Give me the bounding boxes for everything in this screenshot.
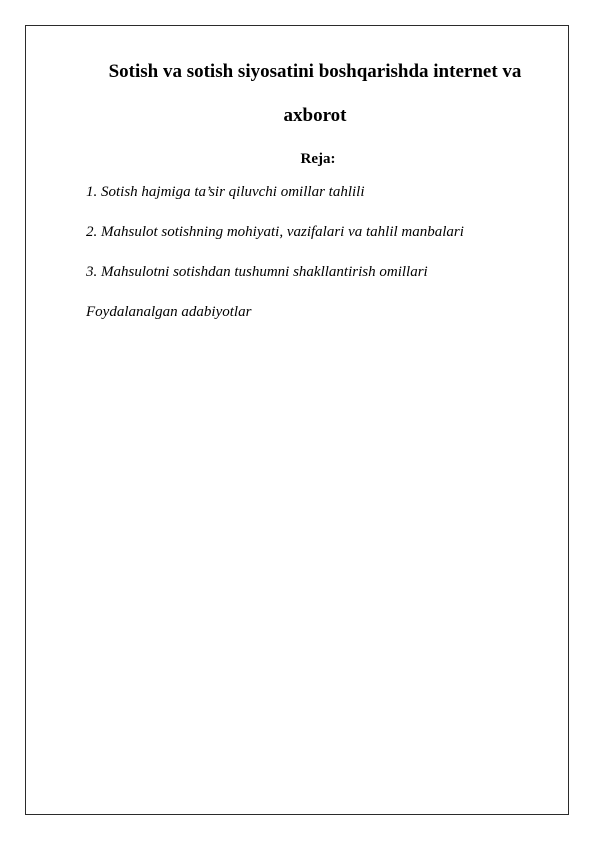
plan-item-3: 3. Mahsulotni sotishdan tushumni shakllantirish omillari xyxy=(86,264,428,280)
plan-heading: Reja: xyxy=(300,151,336,167)
page-border xyxy=(25,25,569,815)
plan-item-references: Foydalanalgan adabiyotlar xyxy=(86,304,252,320)
plan-item-2: 2. Mahsulot sotishning mohiyati, vazifalari va tahlil manbalari xyxy=(86,224,464,240)
plan-item-1: 1. Sotish hajmiga ta’sir qiluvchi omillar tahlili xyxy=(86,184,365,200)
document-title-line-2: axborot xyxy=(283,105,347,126)
document-title-line-1: Sotish va sotish siyosatini boshqarishda internet va xyxy=(108,61,522,82)
plan-list xyxy=(86,183,464,343)
